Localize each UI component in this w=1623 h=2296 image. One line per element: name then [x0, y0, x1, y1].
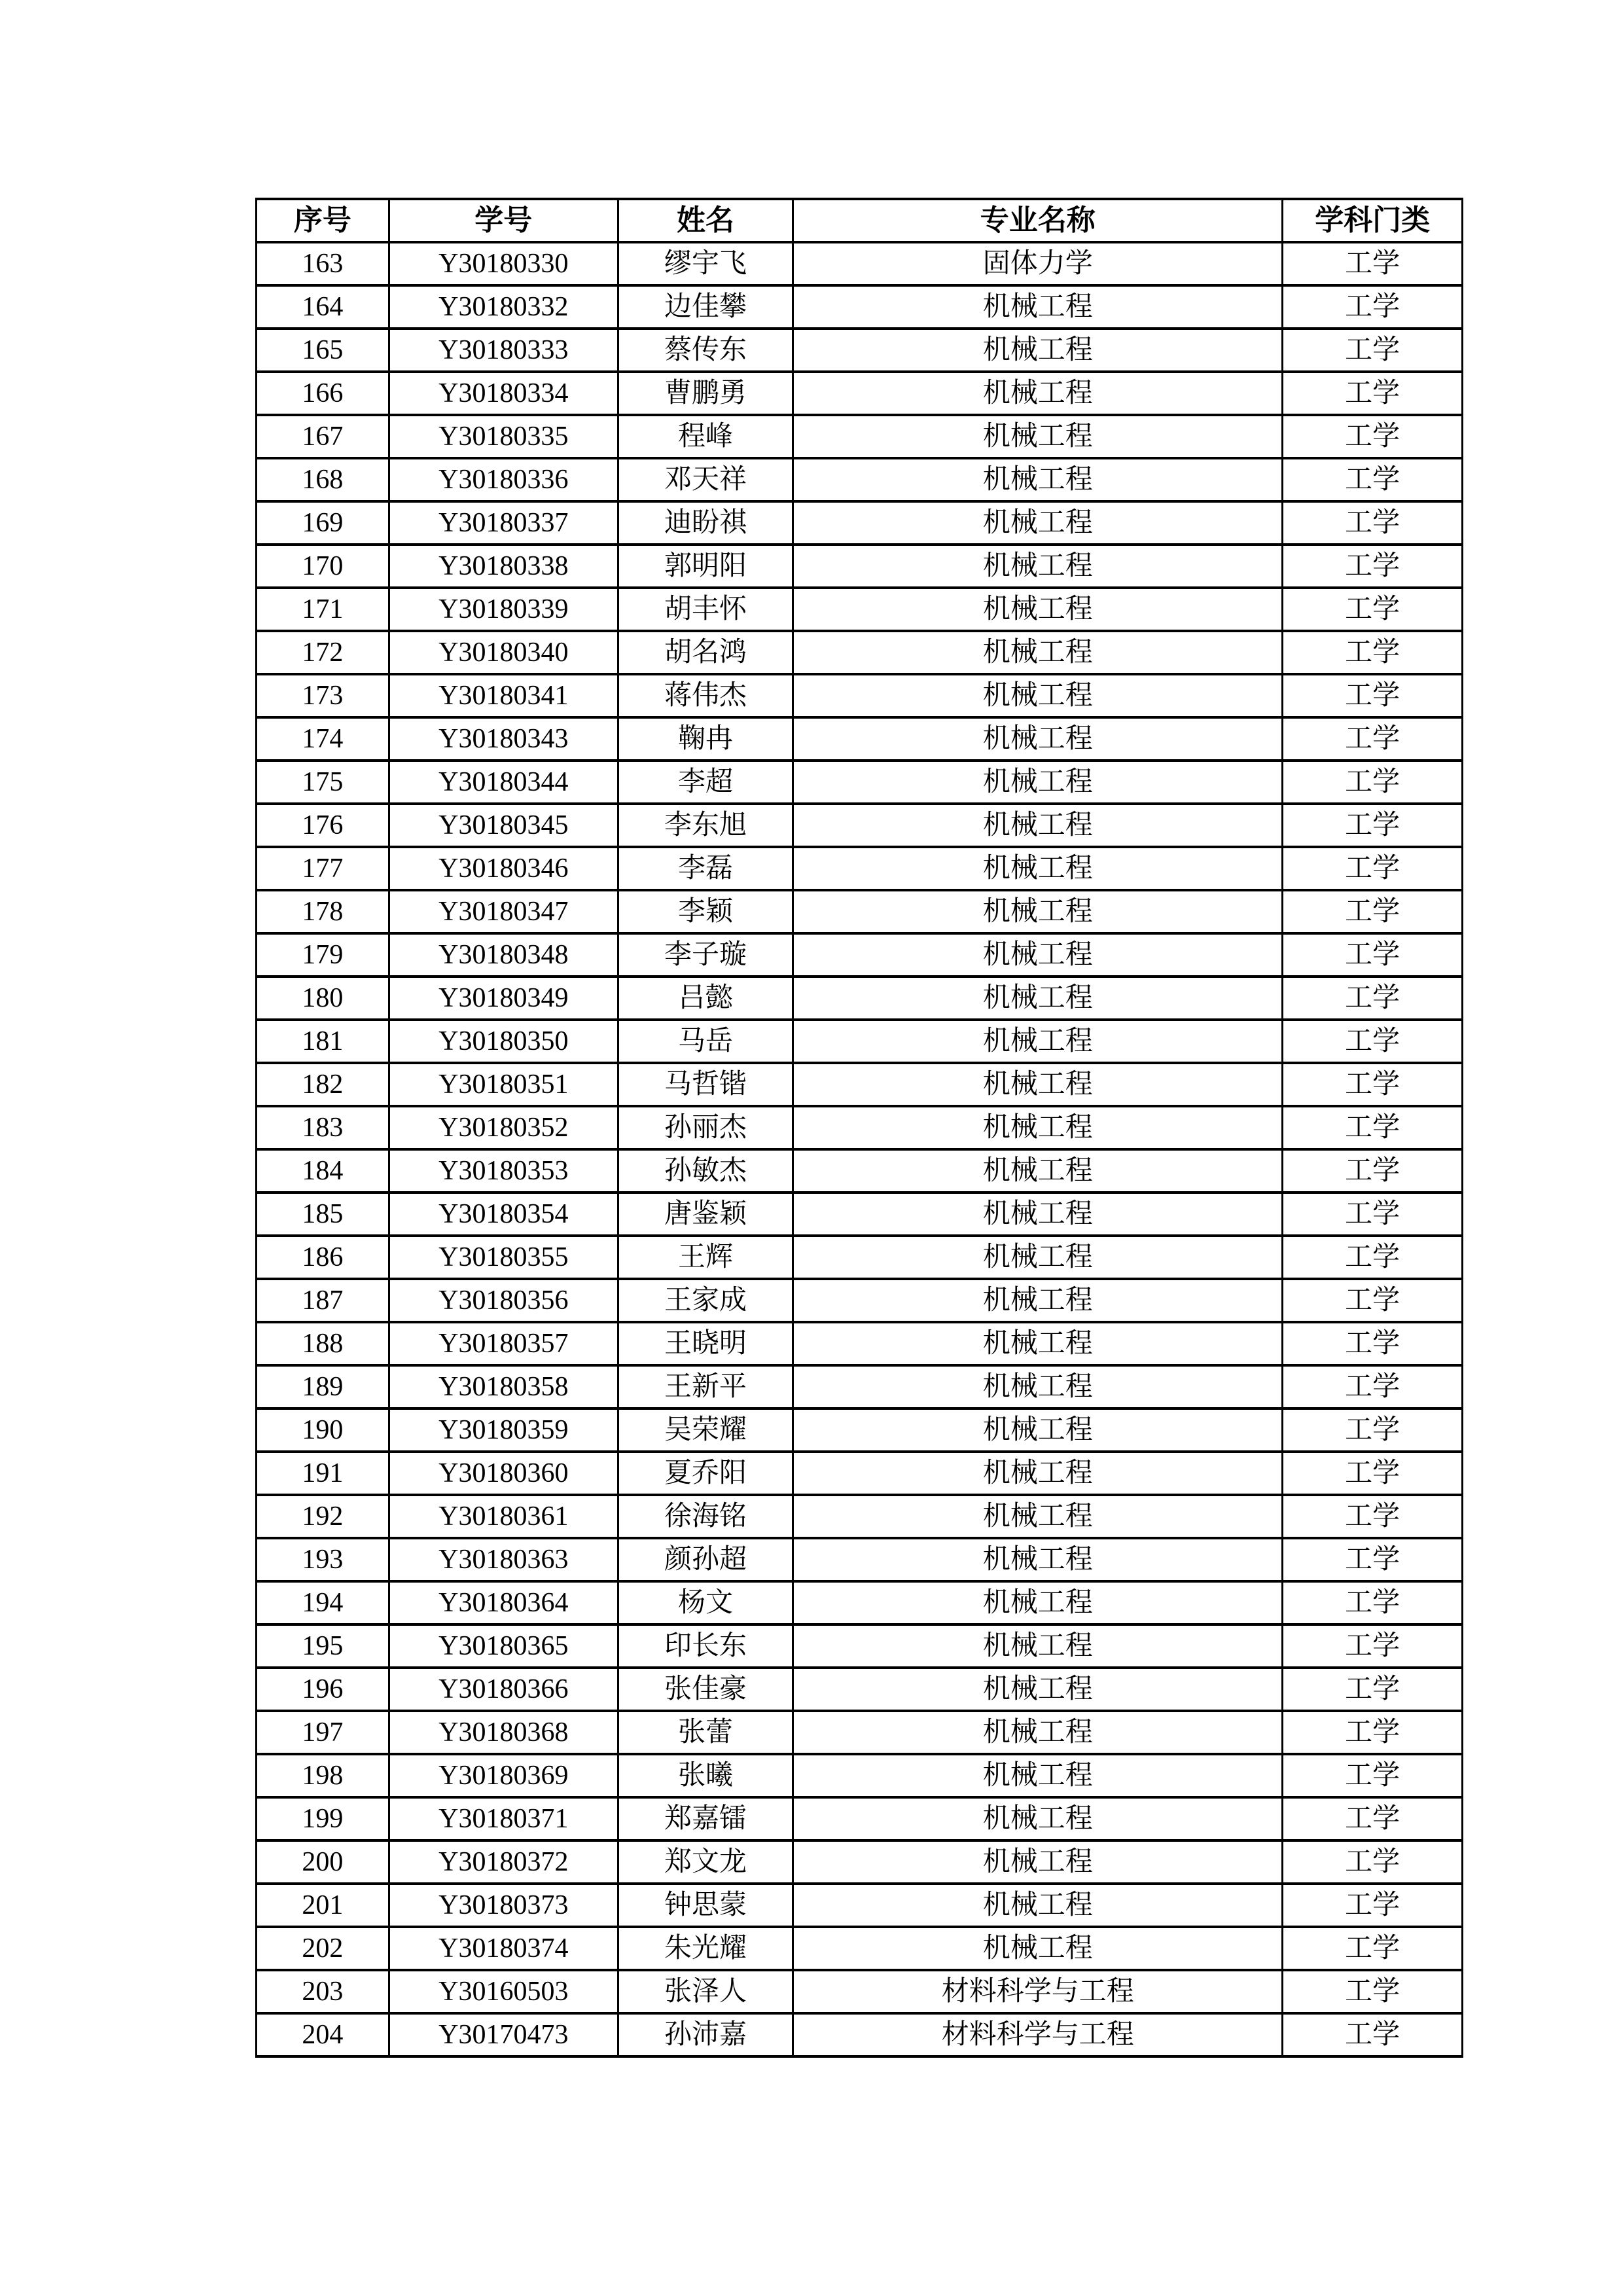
table-row [257, 1149, 1463, 1193]
table-cell: Y30180360 [389, 1452, 618, 1495]
table-cell: 李超 [618, 761, 793, 804]
table-cell: 吴荣耀 [618, 1408, 793, 1452]
table-cell: 工学 [1283, 1020, 1463, 1063]
table-cell: 郑嘉镭 [618, 1797, 793, 1840]
table-row [257, 372, 1463, 415]
table-cell: 印长东 [618, 1624, 793, 1668]
table-cell: Y30180333 [389, 329, 618, 372]
table-cell: 机械工程 [793, 1236, 1283, 1279]
table-row [257, 1279, 1463, 1322]
table-cell: 边佳攀 [618, 285, 793, 329]
table-cell: 175 [257, 761, 389, 804]
table-cell: 机械工程 [793, 1279, 1283, 1322]
table-cell: 195 [257, 1624, 389, 1668]
table-cell: 185 [257, 1193, 389, 1236]
table-cell: Y30180341 [389, 674, 618, 717]
table-cell: 固体力学 [793, 242, 1283, 285]
table-cell: Y30180350 [389, 1020, 618, 1063]
table-cell: 191 [257, 1452, 389, 1495]
table-cell: 机械工程 [793, 1063, 1283, 1106]
table-row [257, 329, 1463, 372]
table-cell: Y30180356 [389, 1279, 618, 1322]
table-cell: Y30180330 [389, 242, 618, 285]
table-cell: 工学 [1283, 933, 1463, 977]
table-cell: 工学 [1283, 1322, 1463, 1365]
table-cell: 机械工程 [793, 761, 1283, 804]
table-row [257, 1236, 1463, 1279]
column-header-student-id: 学号 [389, 199, 618, 242]
table-cell: 唐鉴颖 [618, 1193, 793, 1236]
table-cell: 机械工程 [793, 372, 1283, 415]
table-cell: 机械工程 [793, 1322, 1283, 1365]
table-row [257, 1711, 1463, 1754]
table-cell: 178 [257, 890, 389, 933]
table-cell: 工学 [1283, 1106, 1463, 1149]
table-cell: 缪宇飞 [618, 242, 793, 285]
table-cell: 李颖 [618, 890, 793, 933]
table-row [257, 674, 1463, 717]
table-cell: 工学 [1283, 1970, 1463, 2013]
table-cell: 李东旭 [618, 804, 793, 847]
table-cell: 工学 [1283, 977, 1463, 1020]
table-cell: 工学 [1283, 1711, 1463, 1754]
table-cell: 夏乔阳 [618, 1452, 793, 1495]
table-cell: Y30180357 [389, 1322, 618, 1365]
table-cell: 张曦 [618, 1754, 793, 1797]
table-cell: Y30180343 [389, 717, 618, 761]
table-cell: 工学 [1283, 1581, 1463, 1624]
table-row [257, 588, 1463, 631]
table-cell: 机械工程 [793, 1149, 1283, 1193]
table-cell: 机械工程 [793, 415, 1283, 458]
table-cell: Y30180347 [389, 890, 618, 933]
table-row [257, 717, 1463, 761]
table-cell: 迪盼祺 [618, 501, 793, 545]
table-cell: 193 [257, 1538, 389, 1581]
table-cell: 机械工程 [793, 1106, 1283, 1149]
table-cell: 机械工程 [793, 631, 1283, 674]
table-cell: Y30180373 [389, 1884, 618, 1927]
table-cell: 工学 [1283, 2013, 1463, 2056]
table-cell: 169 [257, 501, 389, 545]
table-cell: Y30170473 [389, 2013, 618, 2056]
table-cell: Y30180352 [389, 1106, 618, 1149]
table-cell: 170 [257, 545, 389, 588]
table-cell: 工学 [1283, 1236, 1463, 1279]
table-cell: 机械工程 [793, 674, 1283, 717]
table-cell: 172 [257, 631, 389, 674]
table-cell: Y30180344 [389, 761, 618, 804]
table-cell: 机械工程 [793, 933, 1283, 977]
table-cell: 朱光耀 [618, 1927, 793, 1970]
table-row [257, 1581, 1463, 1624]
table-cell: 199 [257, 1797, 389, 1840]
table-cell: 工学 [1283, 1840, 1463, 1884]
table-cell: 机械工程 [793, 285, 1283, 329]
table-cell: 材料科学与工程 [793, 2013, 1283, 2056]
table-cell: 马岳 [618, 1020, 793, 1063]
table-cell: Y30180332 [389, 285, 618, 329]
table-cell: Y30180353 [389, 1149, 618, 1193]
table-cell: 徐海铭 [618, 1495, 793, 1538]
table-cell: 机械工程 [793, 1495, 1283, 1538]
table-row [257, 501, 1463, 545]
table-row [257, 1322, 1463, 1365]
table-cell: 王家成 [618, 1279, 793, 1322]
table-cell: 孙丽杰 [618, 1106, 793, 1149]
table-cell: 机械工程 [793, 1408, 1283, 1452]
table-cell: 机械工程 [793, 1624, 1283, 1668]
table-cell: Y30180349 [389, 977, 618, 1020]
table-cell: Y30180337 [389, 501, 618, 545]
table-cell: 机械工程 [793, 890, 1283, 933]
table-cell: 200 [257, 1840, 389, 1884]
table-cell: 机械工程 [793, 501, 1283, 545]
table-cell: 197 [257, 1711, 389, 1754]
table-cell: 工学 [1283, 1408, 1463, 1452]
table-row [257, 1020, 1463, 1063]
table-cell: 机械工程 [793, 1711, 1283, 1754]
table-cell: 工学 [1283, 717, 1463, 761]
table-cell: 工学 [1283, 1927, 1463, 1970]
table-row [257, 761, 1463, 804]
table-cell: 杨文 [618, 1581, 793, 1624]
table-cell: Y30180364 [389, 1581, 618, 1624]
table-cell: Y30180366 [389, 1668, 618, 1711]
table-cell: Y30180335 [389, 415, 618, 458]
table-cell: 184 [257, 1149, 389, 1193]
table-cell: 机械工程 [793, 1668, 1283, 1711]
table-cell: 机械工程 [793, 588, 1283, 631]
table-row [257, 458, 1463, 501]
table-cell: 机械工程 [793, 1840, 1283, 1884]
column-header-discipline: 学科门类 [1283, 199, 1463, 242]
table-cell: 174 [257, 717, 389, 761]
table-row [257, 1193, 1463, 1236]
table-row [257, 1063, 1463, 1106]
table-row [257, 2013, 1463, 2056]
table-cell: 胡名鸿 [618, 631, 793, 674]
table-row [257, 285, 1463, 329]
table-cell: 机械工程 [793, 804, 1283, 847]
table-cell: 机械工程 [793, 1754, 1283, 1797]
table-cell: 曹鹏勇 [618, 372, 793, 415]
table-cell: 机械工程 [793, 1452, 1283, 1495]
table-cell: 工学 [1283, 285, 1463, 329]
table-cell: 189 [257, 1365, 389, 1408]
table-cell: 机械工程 [793, 545, 1283, 588]
table-cell: 李子璇 [618, 933, 793, 977]
table-row [257, 242, 1463, 285]
table-cell: Y30180365 [389, 1624, 618, 1668]
student-roster-table [255, 198, 1463, 2058]
table-header-row [257, 199, 1463, 242]
table-cell: 颜孙超 [618, 1538, 793, 1581]
table-body [257, 242, 1463, 2056]
table-row [257, 890, 1463, 933]
table-cell: 工学 [1283, 847, 1463, 890]
table-cell: 工学 [1283, 1149, 1463, 1193]
table-cell: 李磊 [618, 847, 793, 890]
table-cell: 胡丰怀 [618, 588, 793, 631]
table-cell: 202 [257, 1927, 389, 1970]
table-cell: 181 [257, 1020, 389, 1063]
table-cell: 机械工程 [793, 458, 1283, 501]
table-cell: 王新平 [618, 1365, 793, 1408]
table-cell: 工学 [1283, 1495, 1463, 1538]
table-cell: Y30180340 [389, 631, 618, 674]
table-cell: 工学 [1283, 1797, 1463, 1840]
table-cell: 郭明阳 [618, 545, 793, 588]
table-cell: 机械工程 [793, 1581, 1283, 1624]
table-cell: 工学 [1283, 1668, 1463, 1711]
table-row [257, 933, 1463, 977]
table-row [257, 1624, 1463, 1668]
table-cell: 工学 [1283, 1193, 1463, 1236]
table-cell: 机械工程 [793, 329, 1283, 372]
table-cell: 工学 [1283, 501, 1463, 545]
table-cell: 工学 [1283, 372, 1463, 415]
table-cell: 工学 [1283, 458, 1463, 501]
table-cell: Y30180339 [389, 588, 618, 631]
table-cell: Y30180355 [389, 1236, 618, 1279]
table-cell: 工学 [1283, 1452, 1463, 1495]
table-cell: 186 [257, 1236, 389, 1279]
table-cell: Y30180358 [389, 1365, 618, 1408]
table-cell: 工学 [1283, 1624, 1463, 1668]
table-cell: Y30180345 [389, 804, 618, 847]
table-cell: 马哲锴 [618, 1063, 793, 1106]
table-cell: 工学 [1283, 1754, 1463, 1797]
table-cell: 郑文龙 [618, 1840, 793, 1884]
table-cell: 201 [257, 1884, 389, 1927]
table-cell: Y30180338 [389, 545, 618, 588]
table-cell: 183 [257, 1106, 389, 1149]
table-cell: 190 [257, 1408, 389, 1452]
table-cell: Y30180368 [389, 1711, 618, 1754]
table-cell: 工学 [1283, 1063, 1463, 1106]
table-cell: 王晓明 [618, 1322, 793, 1365]
table-cell: 171 [257, 588, 389, 631]
table-row [257, 1754, 1463, 1797]
table-row [257, 1840, 1463, 1884]
table-row [257, 1106, 1463, 1149]
table-row [257, 1970, 1463, 2013]
column-header-index: 序号 [257, 199, 389, 242]
table-row [257, 804, 1463, 847]
table-cell: 204 [257, 2013, 389, 2056]
table-cell: 177 [257, 847, 389, 890]
table-cell: Y30180354 [389, 1193, 618, 1236]
table-cell: 张佳豪 [618, 1668, 793, 1711]
table-cell: Y30180336 [389, 458, 618, 501]
table-cell: 工学 [1283, 329, 1463, 372]
table-cell: 203 [257, 1970, 389, 2013]
table-row [257, 1884, 1463, 1927]
table-cell: 机械工程 [793, 1020, 1283, 1063]
table-cell: 王辉 [618, 1236, 793, 1279]
table-cell: Y30180372 [389, 1840, 618, 1884]
table-row [257, 1927, 1463, 1970]
table-cell: 机械工程 [793, 1884, 1283, 1927]
table-cell: 168 [257, 458, 389, 501]
table-cell: 张泽人 [618, 1970, 793, 2013]
table-cell: Y30180371 [389, 1797, 618, 1840]
table-cell: 张蕾 [618, 1711, 793, 1754]
table-cell: 孙沛嘉 [618, 2013, 793, 2056]
table-cell: 198 [257, 1754, 389, 1797]
table-cell: 鞠冉 [618, 717, 793, 761]
table-cell: 163 [257, 242, 389, 285]
table-cell: 176 [257, 804, 389, 847]
table-cell: 邓天祥 [618, 458, 793, 501]
table-cell: 164 [257, 285, 389, 329]
table-row [257, 1668, 1463, 1711]
table-row [257, 415, 1463, 458]
table-cell: 机械工程 [793, 1193, 1283, 1236]
table-cell: 蒋伟杰 [618, 674, 793, 717]
table-cell: 167 [257, 415, 389, 458]
table-cell: 机械工程 [793, 1797, 1283, 1840]
table-cell: 165 [257, 329, 389, 372]
table-row [257, 545, 1463, 588]
table-cell: 孙敏杰 [618, 1149, 793, 1193]
table-cell: Y30180374 [389, 1927, 618, 1970]
table-cell: 180 [257, 977, 389, 1020]
table-cell: 196 [257, 1668, 389, 1711]
table-cell: Y30180348 [389, 933, 618, 977]
table-cell: 194 [257, 1581, 389, 1624]
table-cell: 工学 [1283, 1884, 1463, 1927]
table-row [257, 1797, 1463, 1840]
table-cell: 188 [257, 1322, 389, 1365]
table-cell: Y30180334 [389, 372, 618, 415]
table-cell: Y30160503 [389, 1970, 618, 2013]
table-cell: 173 [257, 674, 389, 717]
table-cell: 工学 [1283, 1538, 1463, 1581]
table-cell: 材料科学与工程 [793, 1970, 1283, 2013]
table-cell: 工学 [1283, 1279, 1463, 1322]
table-cell: Y30180359 [389, 1408, 618, 1452]
table-cell: 机械工程 [793, 847, 1283, 890]
table-cell: 机械工程 [793, 1927, 1283, 1970]
table-row [257, 1452, 1463, 1495]
table-cell: 182 [257, 1063, 389, 1106]
table-cell: 程峰 [618, 415, 793, 458]
table-row [257, 977, 1463, 1020]
table-cell: 工学 [1283, 761, 1463, 804]
column-header-major: 专业名称 [793, 199, 1283, 242]
table-cell: 166 [257, 372, 389, 415]
table-row [257, 631, 1463, 674]
table-cell: 工学 [1283, 415, 1463, 458]
table-cell: 工学 [1283, 588, 1463, 631]
table-cell: Y30180346 [389, 847, 618, 890]
table-cell: Y30180363 [389, 1538, 618, 1581]
table-cell: 187 [257, 1279, 389, 1322]
table-cell: 工学 [1283, 545, 1463, 588]
table-row [257, 1538, 1463, 1581]
table-row [257, 1495, 1463, 1538]
column-header-name: 姓名 [618, 199, 793, 242]
table-cell: 吕懿 [618, 977, 793, 1020]
table-row [257, 1365, 1463, 1408]
table-cell: 179 [257, 933, 389, 977]
table-cell: 钟思蒙 [618, 1884, 793, 1927]
table-cell: 机械工程 [793, 1538, 1283, 1581]
table-row [257, 847, 1463, 890]
table-cell: 机械工程 [793, 1365, 1283, 1408]
table-cell: 工学 [1283, 674, 1463, 717]
table-cell: 工学 [1283, 631, 1463, 674]
table-cell: Y30180361 [389, 1495, 618, 1538]
table-row [257, 1408, 1463, 1452]
table-cell: 机械工程 [793, 977, 1283, 1020]
table-cell: 工学 [1283, 1365, 1463, 1408]
table-cell: Y30180369 [389, 1754, 618, 1797]
table-cell: 机械工程 [793, 717, 1283, 761]
table-cell: 工学 [1283, 804, 1463, 847]
table-cell: 192 [257, 1495, 389, 1538]
table-cell: Y30180351 [389, 1063, 618, 1106]
table-cell: 工学 [1283, 890, 1463, 933]
table-cell: 蔡传东 [618, 329, 793, 372]
table-cell: 工学 [1283, 242, 1463, 285]
